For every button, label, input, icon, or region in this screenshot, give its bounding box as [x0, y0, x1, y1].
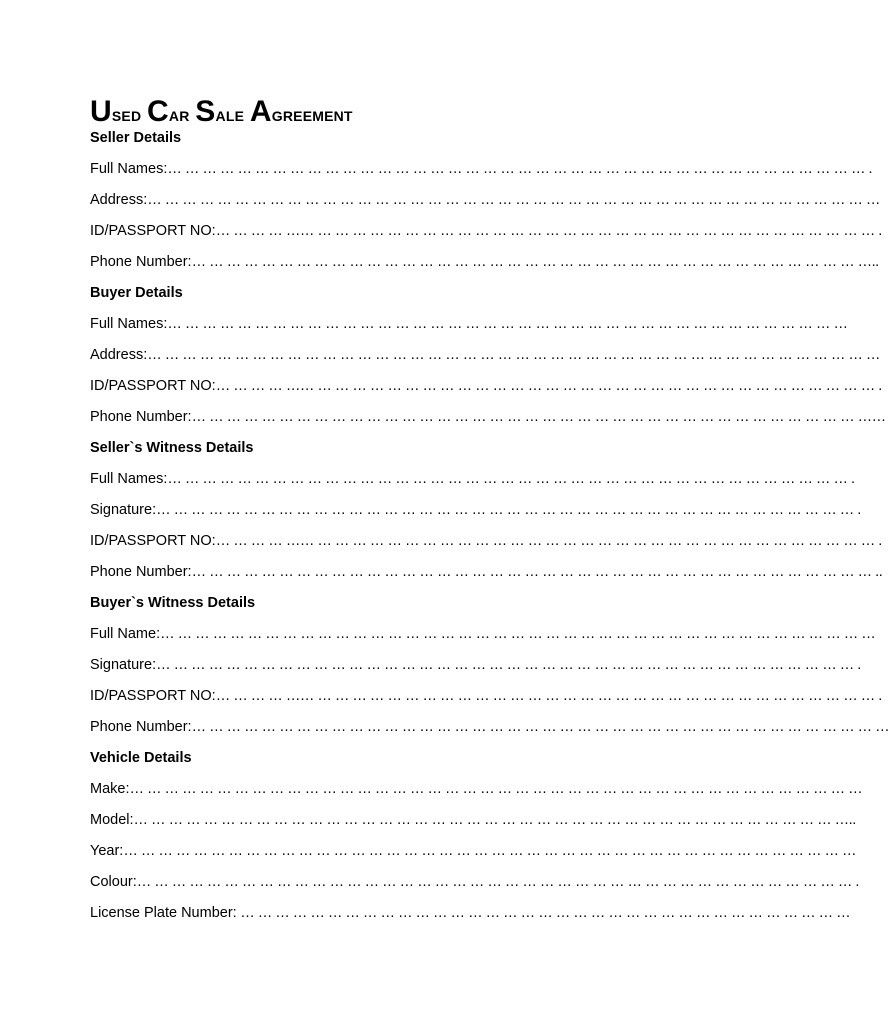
field-fill-line[interactable]: … … … … … … … … … … … … … … … … … … … … … … … … … … … … … … … … … … … … … … … … — [191, 719, 889, 735]
field-label: Signature: — [90, 657, 157, 673]
field-label: Phone Number: — [90, 719, 192, 735]
field-fill-line[interactable]: … … … … … … … … … … … … … … … … … … … … … … … … … … … … … … … … … … … … … … … .. — [191, 564, 883, 580]
field-fill-line[interactable]: … … … … … … … … … … … … … … … … … … … … … … … … … … … … … … … … … … … … … … … … . — [156, 657, 861, 673]
field-label: Full Names: — [90, 316, 168, 332]
field-fill-line[interactable]: … … … … … … … … … … … … … … … … … … … … … … … … … … … … … … … … … … … — [236, 905, 851, 921]
form-field[interactable] — [90, 469, 855, 489]
section-heading: Seller`s Witness Details — [90, 440, 254, 456]
form-field[interactable] — [90, 314, 848, 334]
field-fill-line[interactable]: … … … … … … … … … … … … … … … … … … … … … … … … … … … … … … … … … … … … … … … … … … — [147, 192, 880, 208]
form-field[interactable] — [90, 376, 882, 396]
field-fill-line[interactable]: … … … … … … … … … … … … … … … … … … … … … … … … … … … … … … … … … … … … … … … . — [167, 471, 855, 487]
form-sections — [90, 128, 889, 934]
field-label: Model: — [90, 812, 134, 828]
field-label: Phone Number: — [90, 409, 192, 425]
form-field[interactable] — [90, 531, 882, 551]
field-label: Full Name: — [90, 626, 161, 642]
form-field[interactable] — [90, 190, 880, 210]
form-field[interactable] — [90, 717, 889, 737]
field-fill-line[interactable]: … … … … … … … … … … … … … … … … … … … … … … … … … … … … … … … … … … … … … … …… — [191, 409, 886, 425]
field-label: ID/PASSPORT NO: — [90, 533, 216, 549]
field-label: Full Names: — [90, 471, 168, 487]
field-fill-line[interactable]: … … … … … … … … … … … … … … … … … … … … … … … … … … … … … … … … … … … … … … … … … … — [147, 347, 880, 363]
field-label: Make: — [90, 781, 130, 797]
form-field[interactable] — [90, 407, 886, 427]
field-fill-line[interactable]: … … … … … … … … … … … … … … … … … … … … … … … … … … … … … … … … … … … … … … … … . — [167, 161, 873, 177]
field-label: Phone Number: — [90, 254, 192, 270]
field-label: Full Names: — [90, 161, 168, 177]
form-field[interactable] — [90, 252, 879, 272]
field-label: Address: — [90, 347, 148, 363]
form-field[interactable] — [90, 500, 861, 520]
form-field[interactable] — [90, 903, 851, 923]
form-field[interactable] — [90, 221, 882, 241]
section-heading: Buyer Details — [90, 285, 183, 301]
field-fill-line[interactable]: … … … … …… … … … … … … … … … … … … … … … … … … … … … … … … … … … … … … … … . — [215, 533, 882, 549]
form-field[interactable] — [90, 562, 883, 582]
field-label: License Plate Number: — [90, 905, 237, 921]
section-heading: Buyer`s Witness Details — [90, 595, 256, 611]
field-fill-line[interactable]: … … … … … … … … … … … … … … … … … … … … … … … … … … … … … … … … … … … … … … … … … — [160, 626, 876, 642]
field-label: Address: — [90, 192, 148, 208]
field-label: Colour: — [90, 874, 137, 890]
section-heading: Seller Details — [90, 130, 182, 146]
field-fill-line[interactable]: … … … … … … … … … … … … … … … … … … … … … … … … … … … … … … … … … … … … … … ….. — [191, 254, 879, 270]
field-label: ID/PASSPORT NO: — [90, 688, 216, 704]
field-label: Year: — [90, 843, 124, 859]
field-fill-line[interactable]: … … … … …… … … … … … … … … … … … … … … … … … … … … … … … … … … … … … … … … . — [215, 378, 882, 394]
field-fill-line[interactable]: … … … … … … … … … … … … … … … … … … … … … … … … … … … … … … … … … … … … … … … … … … — [129, 781, 863, 797]
form-field[interactable] — [90, 624, 876, 644]
form-field[interactable] — [90, 159, 873, 179]
form-field[interactable] — [90, 345, 880, 365]
document-title: Used Car Sale Agreement — [90, 95, 353, 128]
form-field[interactable] — [90, 810, 856, 830]
field-fill-line[interactable]: … … … … … … … … … … … … … … … … … … … … … … … … … … … … … … … … … … … … … … … … … … — [123, 843, 856, 859]
field-fill-line[interactable]: … … … … … … … … … … … … … … … … … … … … … … … … … … … … … … … … … … … … … … … … . — [156, 502, 861, 518]
form-field[interactable] — [90, 872, 859, 892]
form-field[interactable] — [90, 655, 861, 675]
form-field[interactable] — [90, 686, 882, 706]
form-field[interactable] — [90, 779, 863, 799]
form-field[interactable] — [90, 841, 856, 861]
field-label: ID/PASSPORT NO: — [90, 378, 216, 394]
field-fill-line[interactable]: … … … … … … … … … … … … … … … … … … … … … … … … … … … … … … … … … … … … … … … … ….. — [133, 812, 856, 828]
field-label: Signature: — [90, 502, 157, 518]
field-fill-line[interactable]: … … … … …… … … … … … … … … … … … … … … … … … … … … … … … … … … … … … … … … . — [215, 223, 882, 239]
field-fill-line[interactable]: … … … … … … … … … … … … … … … … … … … … … … … … … … … … … … … … … … … … … … … … … . — [136, 874, 859, 890]
field-label: ID/PASSPORT NO: — [90, 223, 216, 239]
field-label: Phone Number: — [90, 564, 192, 580]
section-heading: Vehicle Details — [90, 750, 192, 766]
field-fill-line[interactable]: … … … … …… … … … … … … … … … … … … … … … … … … … … … … … … … … … … … … … … . — [215, 688, 882, 704]
field-fill-line[interactable]: … … … … … … … … … … … … … … … … … … … … … … … … … … … … … … … … … … … … … … … — [167, 316, 848, 332]
